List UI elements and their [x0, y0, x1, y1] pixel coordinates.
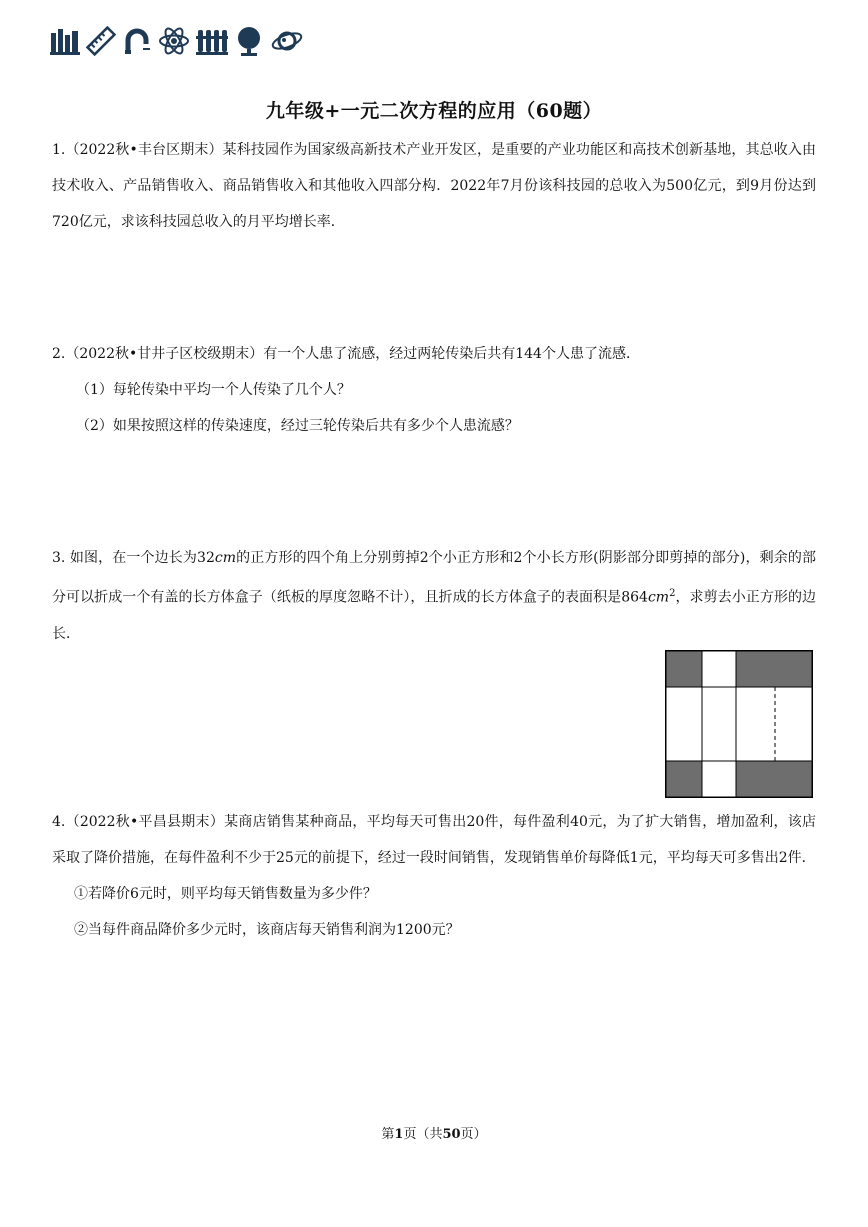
footer-post: 页）	[460, 1127, 487, 1142]
planet-icon	[270, 26, 304, 56]
footer-mid: 页（共	[403, 1127, 443, 1142]
question-4-part-1: ①若降价6元时，则平均每天销售数量为多少件？	[74, 886, 377, 902]
exponent: 2	[669, 588, 676, 599]
question-2-part-1: （1）每轮传染中平均一个人传染了几个人？	[76, 382, 351, 398]
question-2-part-2: （2）如果按照这样的传染速度，经过三轮传染后共有多少个人患流感？	[76, 418, 519, 434]
globe-icon	[234, 25, 264, 57]
shaded-rect-top-right	[736, 650, 813, 687]
footer-total-pages: 50	[442, 1127, 461, 1142]
unit-cm-squared: cm	[647, 589, 670, 606]
question-3-text	[52, 540, 816, 652]
question-4	[52, 804, 816, 948]
footer-pre: 第	[381, 1127, 395, 1142]
question-1	[52, 132, 816, 240]
books-icon	[50, 27, 80, 55]
question-4-part-2: ②当每件商品降价多少元时，该商店每天销售利润为1200元？	[74, 922, 460, 938]
header-icon-strip	[50, 24, 304, 58]
atom-icon	[158, 25, 190, 57]
footer-page-number: 1	[394, 1127, 404, 1142]
question-3-text-b: 的正方形的四个角上分别剪掉2个小正方形和2个小长方形(阴影部分即剪掉的部分)，剩余的部分可以折成一个有盖的长方体盒子（纸板的厚度忽略不计），且折成的长方体盒子的表面积是864	[52, 550, 816, 606]
page-title: 九年级+一元二次方程的应用（60题）	[265, 100, 603, 122]
magnet-icon	[122, 26, 152, 56]
question-2	[52, 336, 816, 444]
unit-cm: cm	[214, 550, 236, 566]
shaded-rect-bottom-right	[736, 761, 813, 798]
page-footer	[0, 1123, 868, 1142]
shaded-square-bottom-left	[665, 761, 702, 798]
question-1-text: 1.（2022秋•丰台区期末）某科技园作为国家级高新技术产业开发区，是重要的产业功能区和高技术创新基地，其总收入由技术收入、产品销售收入、商品销售收入和其他收入四部分构．2022年7月份该科技园的总收入为500亿元，到9月份达到720亿元，求该科技园总收入的月平均增长率．	[52, 142, 816, 230]
question-3	[52, 540, 816, 652]
ruler-icon	[86, 26, 116, 56]
question-3-text-a: 3. 如图，在一个边长为32	[52, 550, 215, 566]
question-2-text: 2.（2022秋•甘井子区校级期末）有一个人患了流感，经过两轮传染后共有144个人患了流感．	[52, 346, 640, 362]
test-tubes-icon	[196, 26, 228, 56]
box-net-diagram	[665, 650, 813, 798]
question-4-text: 4.（2022秋•平昌县期末）某商店销售某种商品，平均每天可售出20件，每件盈利40元，为了扩大销售，增加盈利，该店采取了降价措施，在每件盈利不少于25元的前提下，经过一段时间销售，发现销售单价每降低1元，平均每天可多售出2件．	[52, 814, 816, 866]
shaded-square-top-left	[665, 650, 702, 687]
question-3-text-c: ，求剪去小正方形的边长．	[52, 589, 816, 642]
